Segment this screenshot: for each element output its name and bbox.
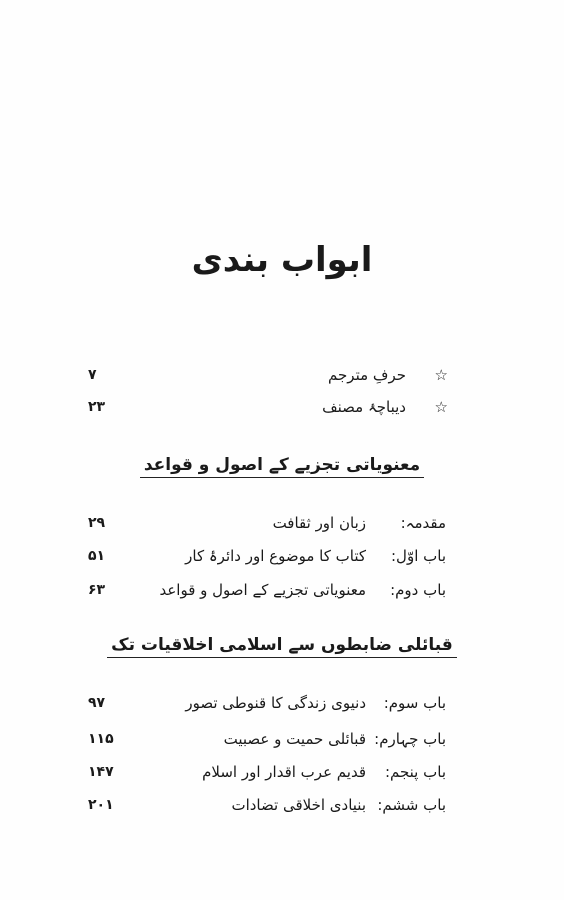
chapter-title: قدیم عرب اقدار اور اسلام [202, 763, 366, 781]
chapter-title: کتاب کا موضوع اور دائرۂ کار [185, 547, 366, 565]
section-heading [0, 634, 564, 655]
chapter-title: دنیوی زندگی کا قنوطی تصور [185, 694, 366, 712]
toc-page-number: ۷ [88, 367, 97, 383]
toc-entry-text: دیباچۂ مصنف [322, 398, 406, 416]
chapter-title: قبائلی حمیت و عصبیت [223, 730, 366, 748]
toc-page-number: ۲۹ [88, 515, 106, 531]
chapter-label: باب چہارم: [374, 730, 446, 748]
section-heading [0, 454, 564, 475]
toc-page-number: ۶۳ [88, 582, 106, 598]
star-icon: ☆ [434, 398, 448, 416]
toc-page-number: ۵۱ [88, 548, 106, 564]
toc-entry-front [88, 394, 446, 420]
toc-entry [88, 792, 446, 818]
toc-entry-front [88, 362, 446, 388]
toc-page-number: ۹۷ [88, 695, 106, 711]
chapter-label: باب اوّل: [391, 547, 446, 565]
toc-page-number: ۱۱۵ [88, 731, 114, 747]
chapter-title: بنیادی اخلاقی تضادات [231, 796, 366, 814]
page-title: ابواب بندی [191, 240, 373, 280]
toc-entry [88, 690, 446, 716]
chapter-label: مقدمہ: [400, 514, 446, 532]
toc-entry [88, 759, 446, 785]
toc-entry-text: حرفِ مترجم [328, 366, 406, 384]
chapter-title: زبان اور ثقافت [272, 514, 366, 532]
toc-entry [88, 726, 446, 752]
section-heading-text: قبائلی ضابطوں سے اسلامی اخلاقیات تک [107, 635, 457, 658]
toc-page-number: ۲۰۱ [88, 797, 114, 813]
chapter-label: باب دوم: [390, 581, 446, 599]
chapter-label: باب ششم: [377, 796, 446, 814]
chapter-label: باب سوم: [383, 694, 446, 712]
toc-entry [88, 577, 446, 603]
section-heading-text: معنویاتی تجزیے کے اصول و قواعد [140, 455, 424, 478]
chapter-title: معنویاتی تجزیے کے اصول و قواعد [159, 581, 366, 599]
chapter-label: باب پنجم: [384, 763, 446, 781]
toc-entry [88, 543, 446, 569]
toc-entry [88, 510, 446, 536]
star-icon: ☆ [434, 366, 448, 384]
toc-page-number: ۱۴۷ [88, 764, 114, 780]
toc-page-number: ۲۳ [88, 399, 106, 415]
